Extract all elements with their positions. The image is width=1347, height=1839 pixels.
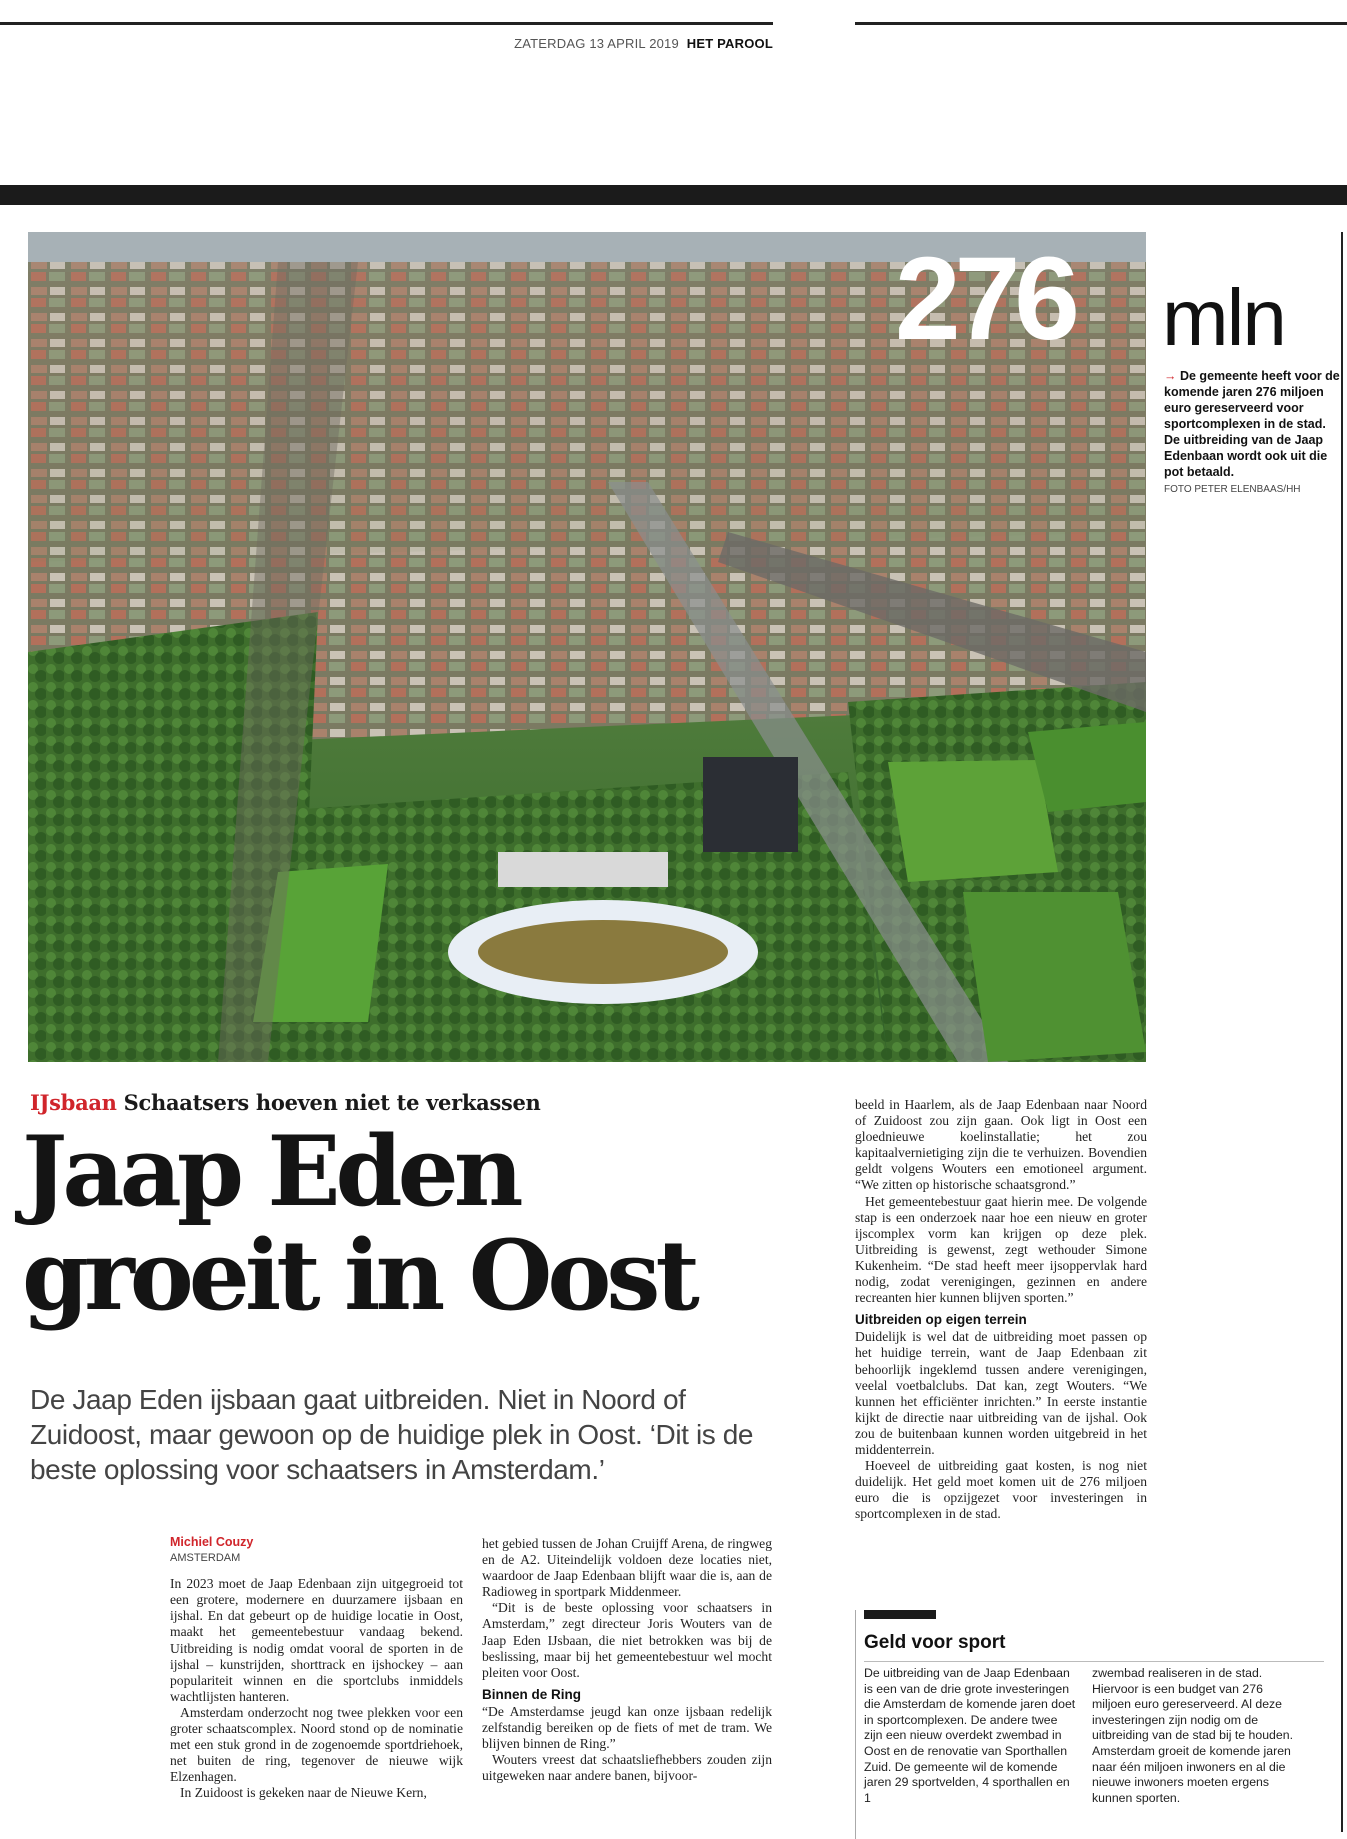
article-column-3 (855, 1097, 1147, 1522)
paragraph: Duidelijk is wel dat de uitbreiding moet passen op het huidige terrein, want de Jaap Edenbaan zit behoorlijk ingeklemd tussen andere verenigingen, veelal voetbalclubs. Dat kan, zegt Wouters. “We kunnen het efficiënter inrichten.” In eerste instantie kijkt de directie naar uitbreiding van de ijshal. Ook zou de buitenbaan kunnen worden uitgebreid in het middenterrein. (855, 1329, 1147, 1457)
arrow-right-icon: → (1164, 369, 1177, 383)
photo-credit: FOTO PETER ELENBAAS/HH (1164, 484, 1301, 495)
paragraph: In 2023 moet de Jaap Edenbaan zijn uitgegroeid tot een grotere, modernere en duurzamere ijsbaan en ijshal. En dat gebeurt op de huidige locatie in Oost, maakt het gemeentebestuur vandaag bekend. Uitbreiding is nodig omdat vooral de sporten in de ijshal – kunstrijden, shorttrack en ijshockey – aan populariteit winnen en die sportclubs inmiddels wachtlijsten hanteren. (170, 1576, 463, 1704)
article-headline (22, 1115, 802, 1332)
headline-line-2: groeit in Oost (22, 1219, 695, 1332)
headline-line-1: Jaap Eden (22, 1115, 519, 1228)
subhead-uitbreiden: Uitbreiden op eigen terrein (855, 1312, 1027, 1328)
paragraph: “De Amsterdamse jeugd kan onze ijsbaan redelijk zelfstandig bereiken op de fiets of met de tram. We blijven binnen de Ring.” (482, 1703, 772, 1752)
paragraph: het gebied tussen de Johan Cruijff Arena, de ringweg en de A2. Uiteindelijk voldoen deze locaties niet, waardoor de Jaap Edenbaan blijft waar die is, aan de Radioweg in sportpark Middenmeer. (482, 1536, 772, 1600)
fact-unit: mln (1162, 273, 1285, 362)
margin-rule (1341, 232, 1343, 1832)
article-column-2 (482, 1536, 772, 1784)
paragraph: Hoeveel de uitbreiding gaat kosten, is nog niet duidelijk. Het geld moet komen uit de 276 miljoen euro die is opzijgezet voor investeringen in sportcomplexen in de stad. (855, 1458, 1147, 1522)
byline-author: Michiel Couzy (170, 1535, 254, 1549)
box-column-1: De uitbreiding van de Jaap Edenbaan is een van de drie grote investeringen die Amsterdam de komende jaren doet in sportcomplexen. De andere twee zijn een nieuw overdekt zwembad in Oost en de renovatie van Sporthallen Zuid. De gemeente wil de komende jaren 29 sportvelden, 4 sporthallen en 1 (864, 1666, 1076, 1805)
box-divider (864, 1661, 1324, 1662)
paragraph: “Dit is de beste oplossing voor schaatsers in Amsterdam,” zegt directeur Joris Wouters van de Jaap Eden IJsbaan, die niet betrokken was bij de beslissing, maar bij het gemeentebestuur wel mocht pleiten voor Oost. (482, 1600, 772, 1680)
fact-caption (1164, 368, 1340, 480)
page-header (0, 36, 773, 51)
box-accent-bar (864, 1610, 936, 1619)
subhead-binnen-de-ring: Binnen de Ring (482, 1686, 581, 1702)
paragraph: In Zuidoost is gekeken naar de Nieuwe Kern, (180, 1785, 427, 1801)
article-kicker (30, 1090, 541, 1115)
paragraph: Wouters vreest dat schaatsliefhebbers zouden zijn uitgeweken naar andere banen, bijvoor- (482, 1752, 772, 1784)
section-band (0, 185, 1347, 205)
article-column-1 (170, 1534, 463, 1802)
box-column-2: zwembad realiseren in de stad. Hiervoor is een budget van 276 miljoen euro gereserveerd. Al deze investeringen zijn nodig om de uitbreiding van de stad bij te houden. Amsterdam groeit de komende jaren naar één miljoen inwoners en al die nieuwe inwoners moeten ergens kunnen sporten. (1092, 1666, 1293, 1805)
kicker-text: Schaatsers hoeven niet te verkassen (123, 1090, 541, 1115)
box-title: Geld voor sport (864, 1632, 1006, 1653)
header-paper-name: HET PAROOL (686, 36, 773, 51)
sidebar-box-geld-voor-sport (855, 1610, 1325, 1839)
paragraph: Het gemeentebestuur gaat hierin mee. De volgende stap is een onderzoek naar hoe een nieuw en groter ijscomplex vorm kan krijgen op deze plek. Uitbreiding is gewenst, zegt wethouder Simone Kukenheim. “De stad heeft meer ijsoppervlak hard nodig, zodat verenigingen, gezinnen en andere recreanten hier kunnen blijven sporten.” (855, 1193, 1147, 1306)
header-date: ZATERDAG 13 APRIL 2019 (514, 36, 679, 51)
fact-caption-text: De gemeente heeft voor de komende jaren 276 miljoen euro gereserveerd voor sportcomplexen in de stad. De uitbreiding van de Jaap Edenbaan wordt ook uit die pot betaald. (1164, 369, 1340, 479)
top-rule-right (855, 22, 1347, 25)
paragraph: Amsterdam onderzocht nog twee plekken voor een groter schaatscomplex. Noord stond op de nominatie met een stuk grond in de zogenoemde sportdriehoek, net buiten de ring, tegenover de nieuwe wijk Elzenhagen. (170, 1704, 463, 1785)
kicker-label: IJsbaan (30, 1090, 117, 1115)
article-intro: De Jaap Eden ijsbaan gaat uitbreiden. Niet in Noord of Zuidoost, maar gewoon op de huidige plek in Oost. ‘Dit is de beste oplossing voor schaatsers in Amsterdam.’ (30, 1384, 754, 1485)
top-rule-left (0, 22, 773, 25)
byline-location: AMSTERDAM (170, 1552, 241, 1565)
fact-number: 276 (895, 233, 1074, 365)
paragraph: beeld in Haarlem, als de Jaap Edenbaan naar Noord of Zuidoost zou zijn gaan. Ook ligt in Oost een gloednieuwe koelinstallatie; het zou kapitaalvernietiging zijn die te verhuizen. Bovendien geldt volgens Wouters een emotioneel argument. “We zitten op historische schaatsgrond.” (855, 1097, 1147, 1193)
